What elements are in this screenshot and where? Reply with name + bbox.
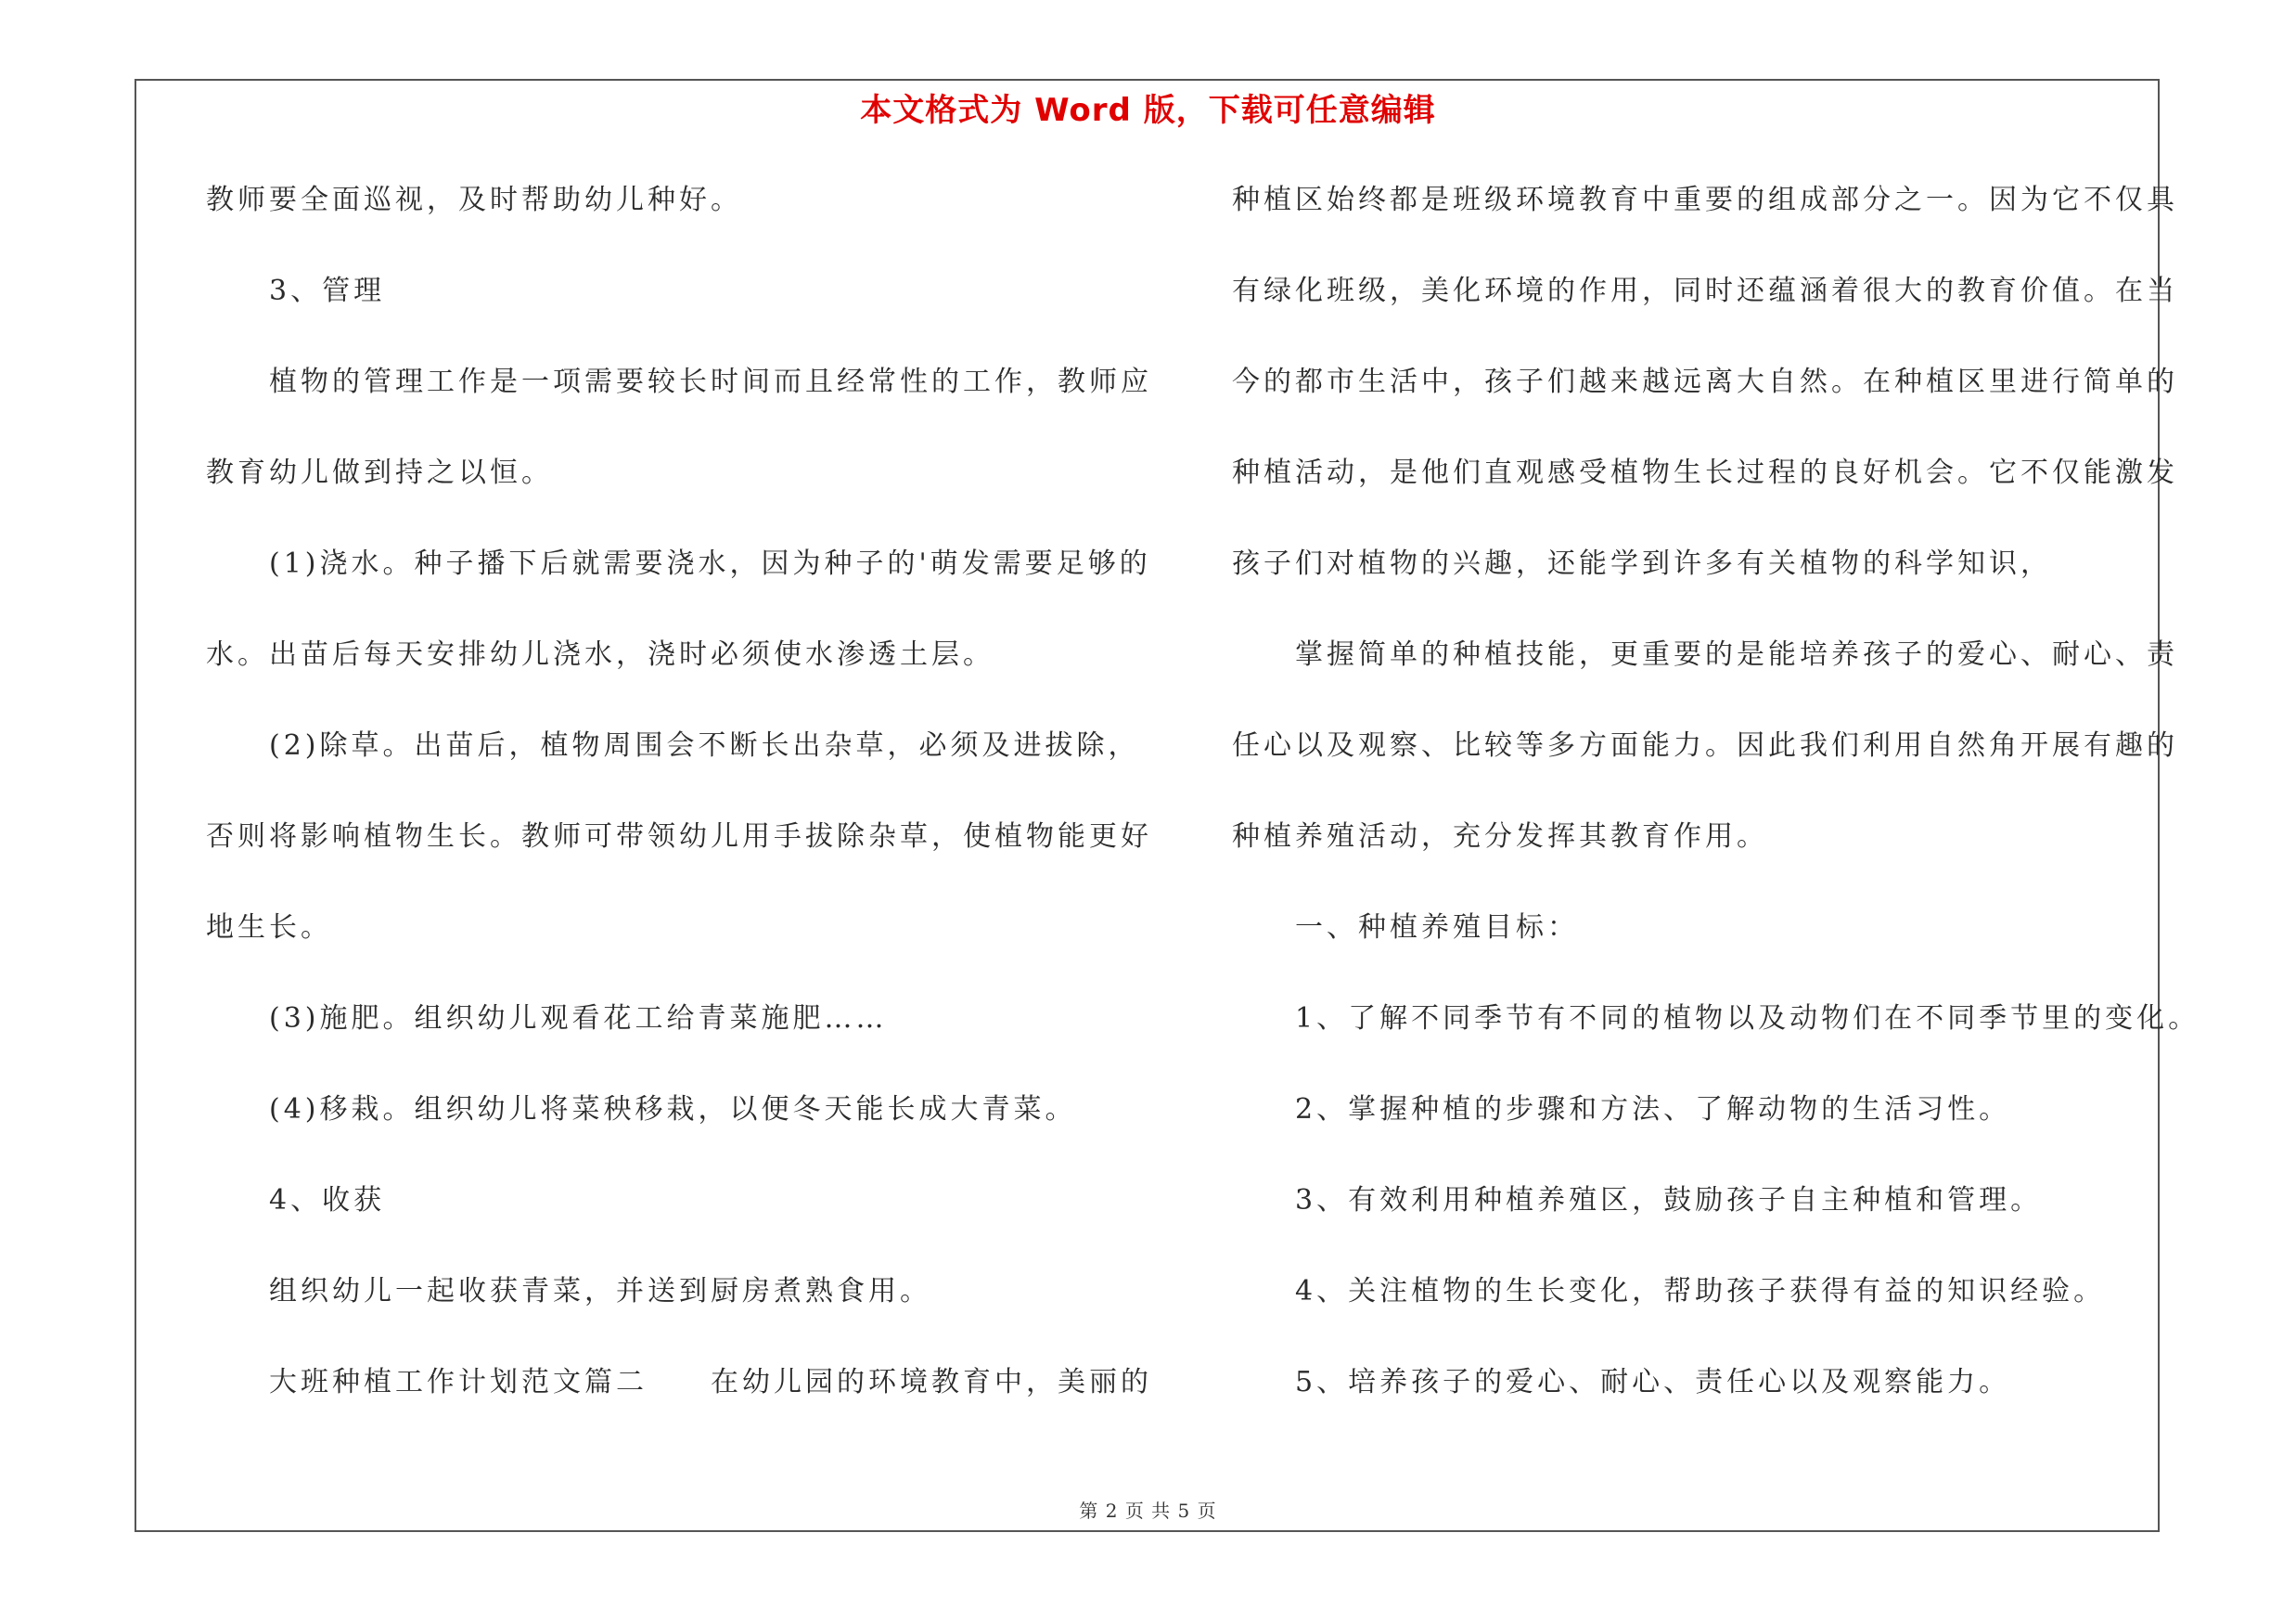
list-item: 5、培养孩子的爱心、耐心、责任心以及观察能力。 — [1232, 1366, 2011, 1398]
text-line: 任心以及观察、比较等多方面能力。因此我们利用自然角开展有趣的 — [1232, 729, 2178, 762]
text-line: 否则将影响植物生长。教师可带领幼儿用手拔除杂草，使植物能更好 — [206, 820, 1152, 853]
text-line: (1)浇水。种子播下后就需要浇水，因为种子的'萌发需要足够的 — [206, 547, 1151, 580]
left-text-column — [206, 182, 1152, 1455]
section-heading: 4、收获 — [206, 1184, 386, 1217]
list-item: 1、了解不同季节有不同的植物以及动物们在不同季节里的变化。 — [1232, 1002, 2200, 1035]
text-line: 大班种植工作计划范文篇二 在幼儿园的环境教育中，美丽的 — [206, 1366, 1152, 1398]
section-heading: 一、种植养殖目标： — [1232, 911, 1579, 944]
text-line: 组织幼儿一起收获青菜，并送到厨房煮熟食用。 — [206, 1275, 931, 1307]
text-line: (4)移栽。组织幼儿将菜秧移栽，以便冬天能长成大青菜。 — [206, 1093, 1077, 1126]
section-heading: 3、管理 — [206, 275, 386, 307]
list-item: 2、掌握种植的步骤和方法、了解动物的生活习性。 — [1232, 1093, 2011, 1126]
text-line: 种植活动，是他们直观感受植物生长过程的良好机会。它不仅能激发 — [1232, 457, 2178, 489]
list-item: 4、关注植物的生长变化，帮助孩子获得有益的知识经验。 — [1232, 1275, 2106, 1307]
page-number: 第 2 页 共 5 页 — [1079, 1500, 1217, 1522]
text-line: (3)施肥。组织幼儿观看花工给青菜施肥…… — [206, 1002, 888, 1035]
text-line: 地生长。 — [206, 911, 332, 944]
text-line: 掌握简单的种植技能，更重要的是能培养孩子的爱心、耐心、责 — [1232, 638, 2178, 671]
text-line: 植物的管理工作是一项需要较长时间而且经常性的工作，教师应 — [206, 366, 1152, 398]
document-banner: 本文格式为 Word 版，下载可任意编辑 — [860, 92, 1436, 129]
text-line: 有绿化班级，美化环境的作用，同时还蕴涵着很大的教育价值。在当 — [1232, 275, 2178, 307]
text-line: 种植区始终都是班级环境教育中重要的组成部分之一。因为它不仅具 — [1232, 184, 2178, 216]
text-line: 种植养殖活动，充分发挥其教育作用。 — [1232, 820, 1768, 853]
text-line: (2)除草。出苗后，植物周围会不断长出杂草，必须及进拔除， — [206, 729, 1140, 762]
text-line: 水。出苗后每天安排幼儿浇水，浇时必须使水渗透土层。 — [206, 638, 994, 671]
text-line: 孩子们对植物的兴趣，还能学到许多有关植物的科学知识， — [1232, 547, 2052, 580]
text-line: 教育幼儿做到持之以恒。 — [206, 457, 553, 489]
right-text-column — [1232, 182, 2200, 1455]
list-item: 3、有效利用种植养殖区，鼓励孩子自主种植和管理。 — [1232, 1184, 2043, 1217]
text-line: 今的都市生活中，孩子们越来越远离大自然。在种植区里进行简单的 — [1232, 366, 2178, 398]
text-line: 教师要全面巡视，及时帮助幼儿种好。 — [206, 184, 742, 216]
